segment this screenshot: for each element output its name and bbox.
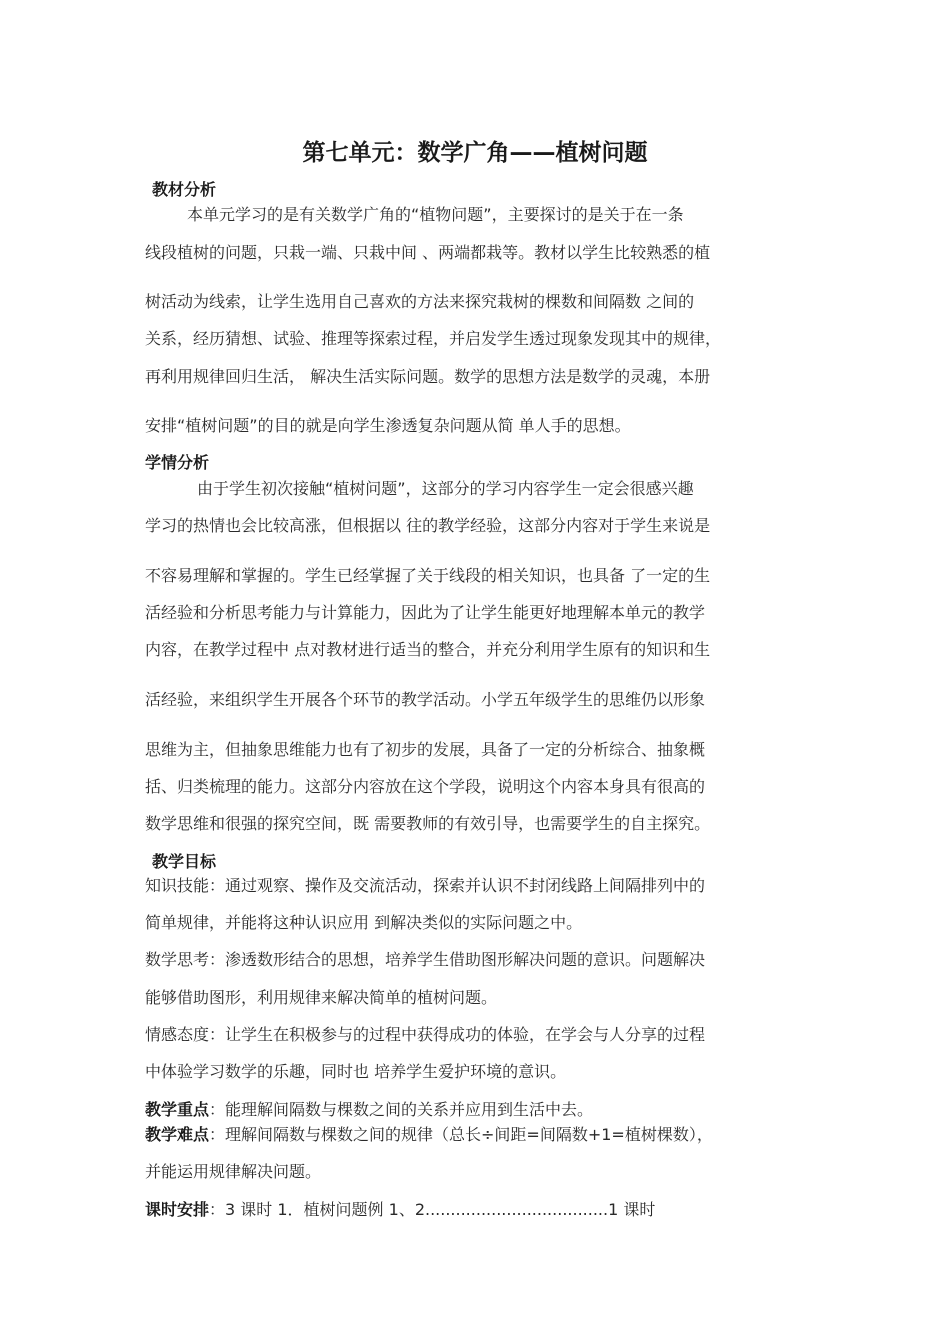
schedule-label: 课时安排 [145, 1200, 210, 1219]
paragraph-line: 树活动为线索，让学生选用自己喜欢的方法来探究栽树的棵数和间隔数 之间的 [145, 292, 695, 311]
paragraph-line: 括、归类梳理的能力。这部分内容放在这个学段，说明这个内容本身具有很高的 [145, 777, 706, 796]
section-heading-analysis: 教材分析 [152, 180, 217, 199]
paragraph-line: 情感态度：让学生在积极参与的过程中获得成功的体验，在学会与人分享的过程 [145, 1025, 706, 1044]
paragraph-line: 由于学生初次接触“植树问题”，这部分的学习内容学生一定会很感兴趣 [197, 479, 694, 498]
difficulty-line [145, 1122, 713, 1145]
schedule-line [145, 1197, 655, 1220]
page-title: 第七单元：数学广角——植树问题 [302, 140, 648, 166]
section-heading-goals: 教学目标 [152, 852, 217, 871]
paragraph-line: 安排“植树问题”的目的就是向学生渗透复杂问题从简 单人手的思想。 [145, 416, 631, 435]
key-point-label: 教学重点 [145, 1100, 210, 1119]
paragraph-line: 活经验和分析思考能力与计算能力，因此为了让学生能更好地理解本单元的教学 [145, 603, 706, 622]
paragraph-line: 思维为主，但抽象思维能力也有了初步的发展，具备了一定的分析综合、抽象概 [145, 740, 706, 759]
paragraph-line: 数学思考：渗透数形结合的思想，培养学生借助图形解决问题的意识。问题解决 [145, 950, 706, 969]
paragraph-line: 数学思维和很强的探究空间，既 需要教师的有效引导，也需要学生的自主探究。 [145, 814, 711, 833]
paragraph-line: 关系，经历猜想、试验、推理等探索过程，并启发学生透过现象发现其中的规律， [145, 329, 722, 348]
paragraph-line: 能够借助图形，利用规律来解决简单的植树问题。 [145, 988, 498, 1007]
key-point-text: ：能理解间隔数与棵数之间的关系并应用到生活中去。 [209, 1100, 594, 1119]
difficulty-label: 教学难点 [145, 1125, 210, 1144]
section-heading-students: 学情分析 [145, 453, 210, 472]
key-point-line [145, 1097, 593, 1120]
schedule-text: ：3 课时 1．植树问题例 1、2....................................1 课时 [209, 1200, 656, 1219]
paragraph-line: 再利用规律回归生活， 解决生活实际问题。数学的思想方法是数学的灵魂，本册 [145, 367, 711, 386]
paragraph-line: 本单元学习的是有关数学广角的“植物问题”，主要探讨的是关于在一条 [187, 205, 684, 224]
paragraph-line: 线段植树的问题，只栽一端、只栽中间 、两端都栽等。教材以学生比较熟悉的植 [145, 243, 711, 262]
paragraph-line: 内容，在教学过程中 点对教材进行适当的整合，并充分利用学生原有的知识和生 [145, 640, 711, 659]
paragraph-line: 学习的热情也会比较高涨，但根据以 往的教学经验，这部分内容对于学生来说是 [145, 516, 711, 535]
paragraph-line: 中体验学习数学的乐趣，同时也 培养学生爱护环境的意识。 [145, 1062, 567, 1081]
paragraph-line: 活经验，来组织学生开展各个环节的教学活动。小学五年级学生的思维仍以形象 [145, 690, 706, 709]
difficulty-line-2: 并能运用规律解决问题。 [145, 1162, 322, 1181]
paragraph-line: 不容易理解和掌握的。学生已经掌握了关于线段的相关知识，也具备 了一定的生 [145, 566, 711, 585]
difficulty-text: ：理解间隔数与棵数之间的规律（总长÷间距=间隔数+1=植树棵数）， [209, 1125, 713, 1144]
paragraph-line: 简单规律，并能将这种认识应用 到解决类似的实际问题之中。 [145, 913, 583, 932]
paragraph-line: 知识技能：通过观察、操作及交流活动，探索并认识不封闭线路上间隔排列中的 [145, 876, 706, 895]
